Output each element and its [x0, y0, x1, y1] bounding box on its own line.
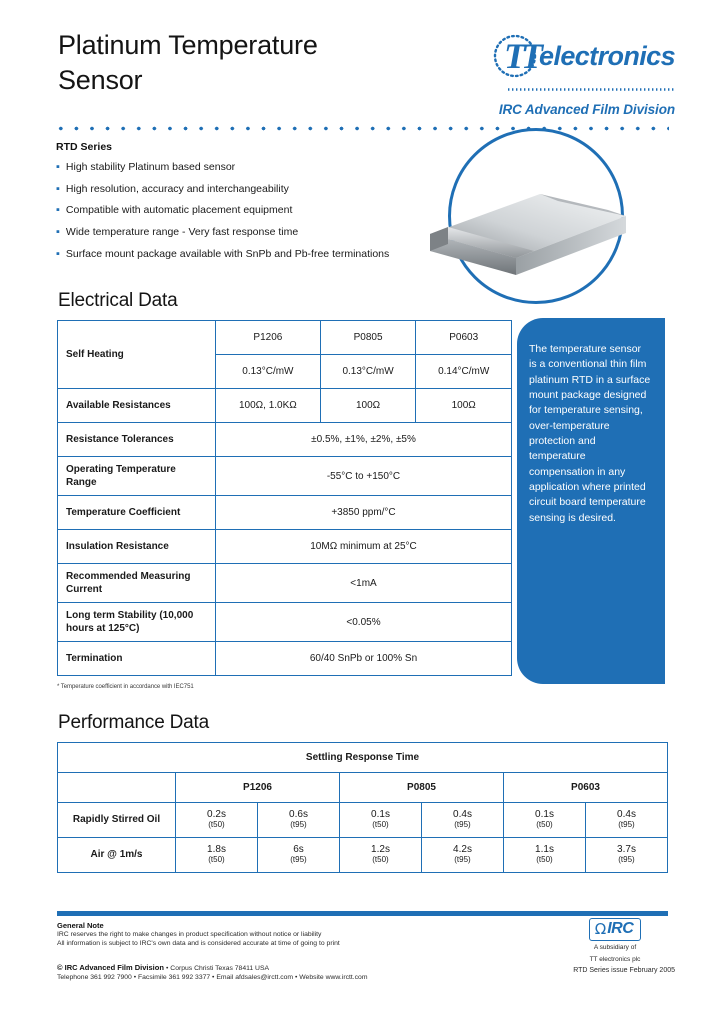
footer-divider [57, 911, 668, 916]
bullet-icon: ▪ [56, 247, 60, 260]
cell-value: <1mA [216, 564, 512, 603]
tt-letters: TT [504, 36, 539, 76]
brand-logo [460, 34, 675, 117]
table-row [58, 530, 512, 564]
logo-division-label: IRC Advanced Film Division [498, 102, 675, 117]
response-value: 1.2s [371, 843, 390, 855]
cell-value [258, 837, 340, 872]
irc-subsidiary-line-1: A subsidiary of [593, 944, 637, 951]
response-subscript: (t95) [618, 854, 635, 864]
response-subscript: (t50) [372, 854, 389, 864]
row-label: Long term Stability (10,000 hours at 125°C) [58, 603, 216, 642]
cell-value: <0.05% [216, 603, 512, 642]
row-label: Self Heating [58, 321, 216, 389]
cell-value: ±0.5%, ±1%, ±2%, ±5% [216, 423, 512, 457]
cell-value [340, 837, 422, 872]
description-panel: The temperature sensor is a conventional thin film platinum RTD in a surface mount package designed for temperature sensing, over-temperature protection and temperature compensation in any application where printed circuit board temperature sensing is desired. [517, 318, 665, 684]
response-value: 0.1s [535, 809, 554, 820]
feature-text: High stability Platinum based sensor [65, 161, 236, 173]
response-value: 0.1s [371, 809, 390, 820]
response-value: 1.8s [207, 843, 226, 855]
bullet-icon: ▪ [56, 161, 60, 173]
table-row [58, 837, 668, 872]
row-label: Termination [58, 642, 216, 676]
smd-chip-illustration-icon [424, 176, 632, 280]
features-list [56, 141, 436, 269]
cell-value: 100Ω, 1.0KΩ [216, 389, 321, 423]
series-label: RTD Series [56, 141, 113, 153]
page-title [58, 28, 458, 97]
row-label: Insulation Resistance [58, 530, 216, 564]
general-note [57, 921, 527, 948]
irc-logo [589, 918, 642, 941]
bullet-icon: ▪ [56, 225, 60, 238]
empty-corner-cell [58, 773, 176, 803]
row-label: Temperature Coefficient [58, 496, 216, 530]
response-subscript: (t95) [290, 820, 307, 829]
row-label: Resistance Tolerances [58, 423, 216, 457]
list-item [56, 204, 436, 217]
footer-contact-line: Telephone 361 992 7900 • Facsimile 361 992 3377 • Email afdsales@irctt.com • Website www.irctt.com [57, 974, 368, 981]
list-item [56, 161, 436, 174]
list-item [56, 226, 436, 239]
product-photo [448, 128, 624, 304]
cell-value: -55°C to +150°C [216, 457, 512, 496]
table-row [58, 603, 512, 642]
response-subscript: (t50) [208, 854, 225, 864]
cell-value [586, 837, 668, 872]
row-label: Operating Temperature Range [58, 457, 216, 496]
response-value: 0.2s [207, 809, 226, 820]
cell-value: 100Ω [416, 389, 512, 423]
feature-text: High resolution, accuracy and interchangeability [65, 182, 289, 195]
cell-value: 0.14°C/mW [416, 355, 512, 389]
footer-contact [57, 963, 537, 981]
table-row [58, 496, 512, 530]
table-row [58, 564, 512, 603]
table-row [58, 743, 668, 773]
omega-icon: Ω [594, 920, 607, 938]
general-note-title: General Note [57, 921, 104, 930]
irc-wordmark: IRC [607, 920, 634, 937]
response-subscript: (t50) [536, 820, 553, 829]
response-subscript: (t95) [618, 820, 635, 829]
electrical-data-heading: Electrical Data [58, 290, 178, 311]
column-header-p1206: P1206 [216, 321, 321, 355]
cell-value [504, 803, 586, 838]
response-value: 1.1s [535, 843, 554, 855]
list-item [56, 248, 436, 261]
response-value: 0.6s [289, 809, 308, 820]
column-header-p1206: P1206 [176, 773, 340, 803]
irc-subsidiary-badge [555, 918, 675, 965]
cell-value: 100Ω [320, 389, 416, 423]
response-subscript: (t95) [454, 854, 471, 864]
title-line-1: Platinum Temperature [58, 30, 318, 60]
table-row [58, 457, 512, 496]
title-line-2: Sensor [58, 64, 143, 95]
performance-data-table [57, 742, 668, 873]
response-value: 0.4s [617, 809, 636, 820]
response-value: 4.2s [453, 843, 472, 855]
response-value: 3.7s [617, 843, 636, 855]
cell-value [586, 803, 668, 838]
footer-company-line [57, 963, 537, 972]
table-row [58, 321, 512, 355]
logo-wordmark: electronics [539, 40, 675, 71]
response-subscript: (t50) [208, 820, 225, 829]
column-header-p0805: P0805 [340, 773, 504, 803]
issue-label: RTD Series issue February 2005 [573, 967, 675, 974]
bullet-icon: ▪ [56, 204, 60, 217]
feature-text: Wide temperature range - Very fast response time [65, 225, 299, 238]
table-row [58, 389, 512, 423]
company-name: © IRC Advanced Film Division [57, 963, 164, 972]
cell-value [422, 837, 504, 872]
table-row [58, 423, 512, 457]
row-label: Available Resistances [58, 389, 216, 423]
row-label: Air @ 1m/s [58, 837, 176, 872]
row-label: Rapidly Stirred Oil [58, 803, 176, 838]
response-subscript: (t50) [372, 820, 389, 829]
row-label: Recommended Measuring Current [58, 564, 216, 603]
table-row [58, 803, 668, 838]
logo-underline-icon [460, 88, 675, 91]
cell-value [176, 837, 258, 872]
cell-value: +3850 ppm/°C [216, 496, 512, 530]
cell-value [422, 803, 504, 838]
response-value: 6s [293, 843, 304, 855]
table-row [58, 773, 668, 803]
cell-value [258, 803, 340, 838]
performance-data-heading: Performance Data [58, 712, 209, 733]
response-subscript: (t95) [454, 820, 471, 829]
electrical-footnote: * Temperature coefficient in accordance with IEC751 [57, 684, 194, 690]
electrical-data-table [57, 320, 512, 676]
general-note-line-2: All information is subject to IRC's own data and is considered accurate at time of going to print [57, 940, 340, 948]
response-subscript: (t95) [290, 854, 307, 864]
cell-value: 0.13°C/mW [320, 355, 416, 389]
cell-value: 60/40 SnPb or 100% Sn [216, 642, 512, 676]
irc-subsidiary-line-2: TT electronics plc [589, 955, 641, 963]
response-value: 0.4s [453, 809, 472, 820]
list-item [56, 183, 436, 196]
tt-monogram-icon [492, 34, 538, 78]
column-header-p0603: P0603 [504, 773, 668, 803]
response-subscript: (t50) [536, 854, 553, 864]
feature-text: Surface mount package available with SnPb and Pb-free terminations [65, 247, 390, 260]
cell-value: 0.13°C/mW [216, 355, 321, 389]
cell-value [176, 803, 258, 838]
performance-table-title: Settling Response Time [58, 743, 668, 773]
bullet-icon: ▪ [56, 182, 60, 195]
cell-value: 10MΩ minimum at 25°C [216, 530, 512, 564]
column-header-p0805: P0805 [320, 321, 416, 355]
general-note-line-1: IRC reserves the right to make changes in product specification without notice or liability [57, 931, 322, 938]
column-header-p0603: P0603 [416, 321, 512, 355]
company-address: • Corpus Christi Texas 78411 USA [166, 965, 270, 972]
cell-value [504, 837, 586, 872]
feature-text: Compatible with automatic placement equipment [65, 204, 293, 217]
cell-value [340, 803, 422, 838]
table-row [58, 642, 512, 676]
